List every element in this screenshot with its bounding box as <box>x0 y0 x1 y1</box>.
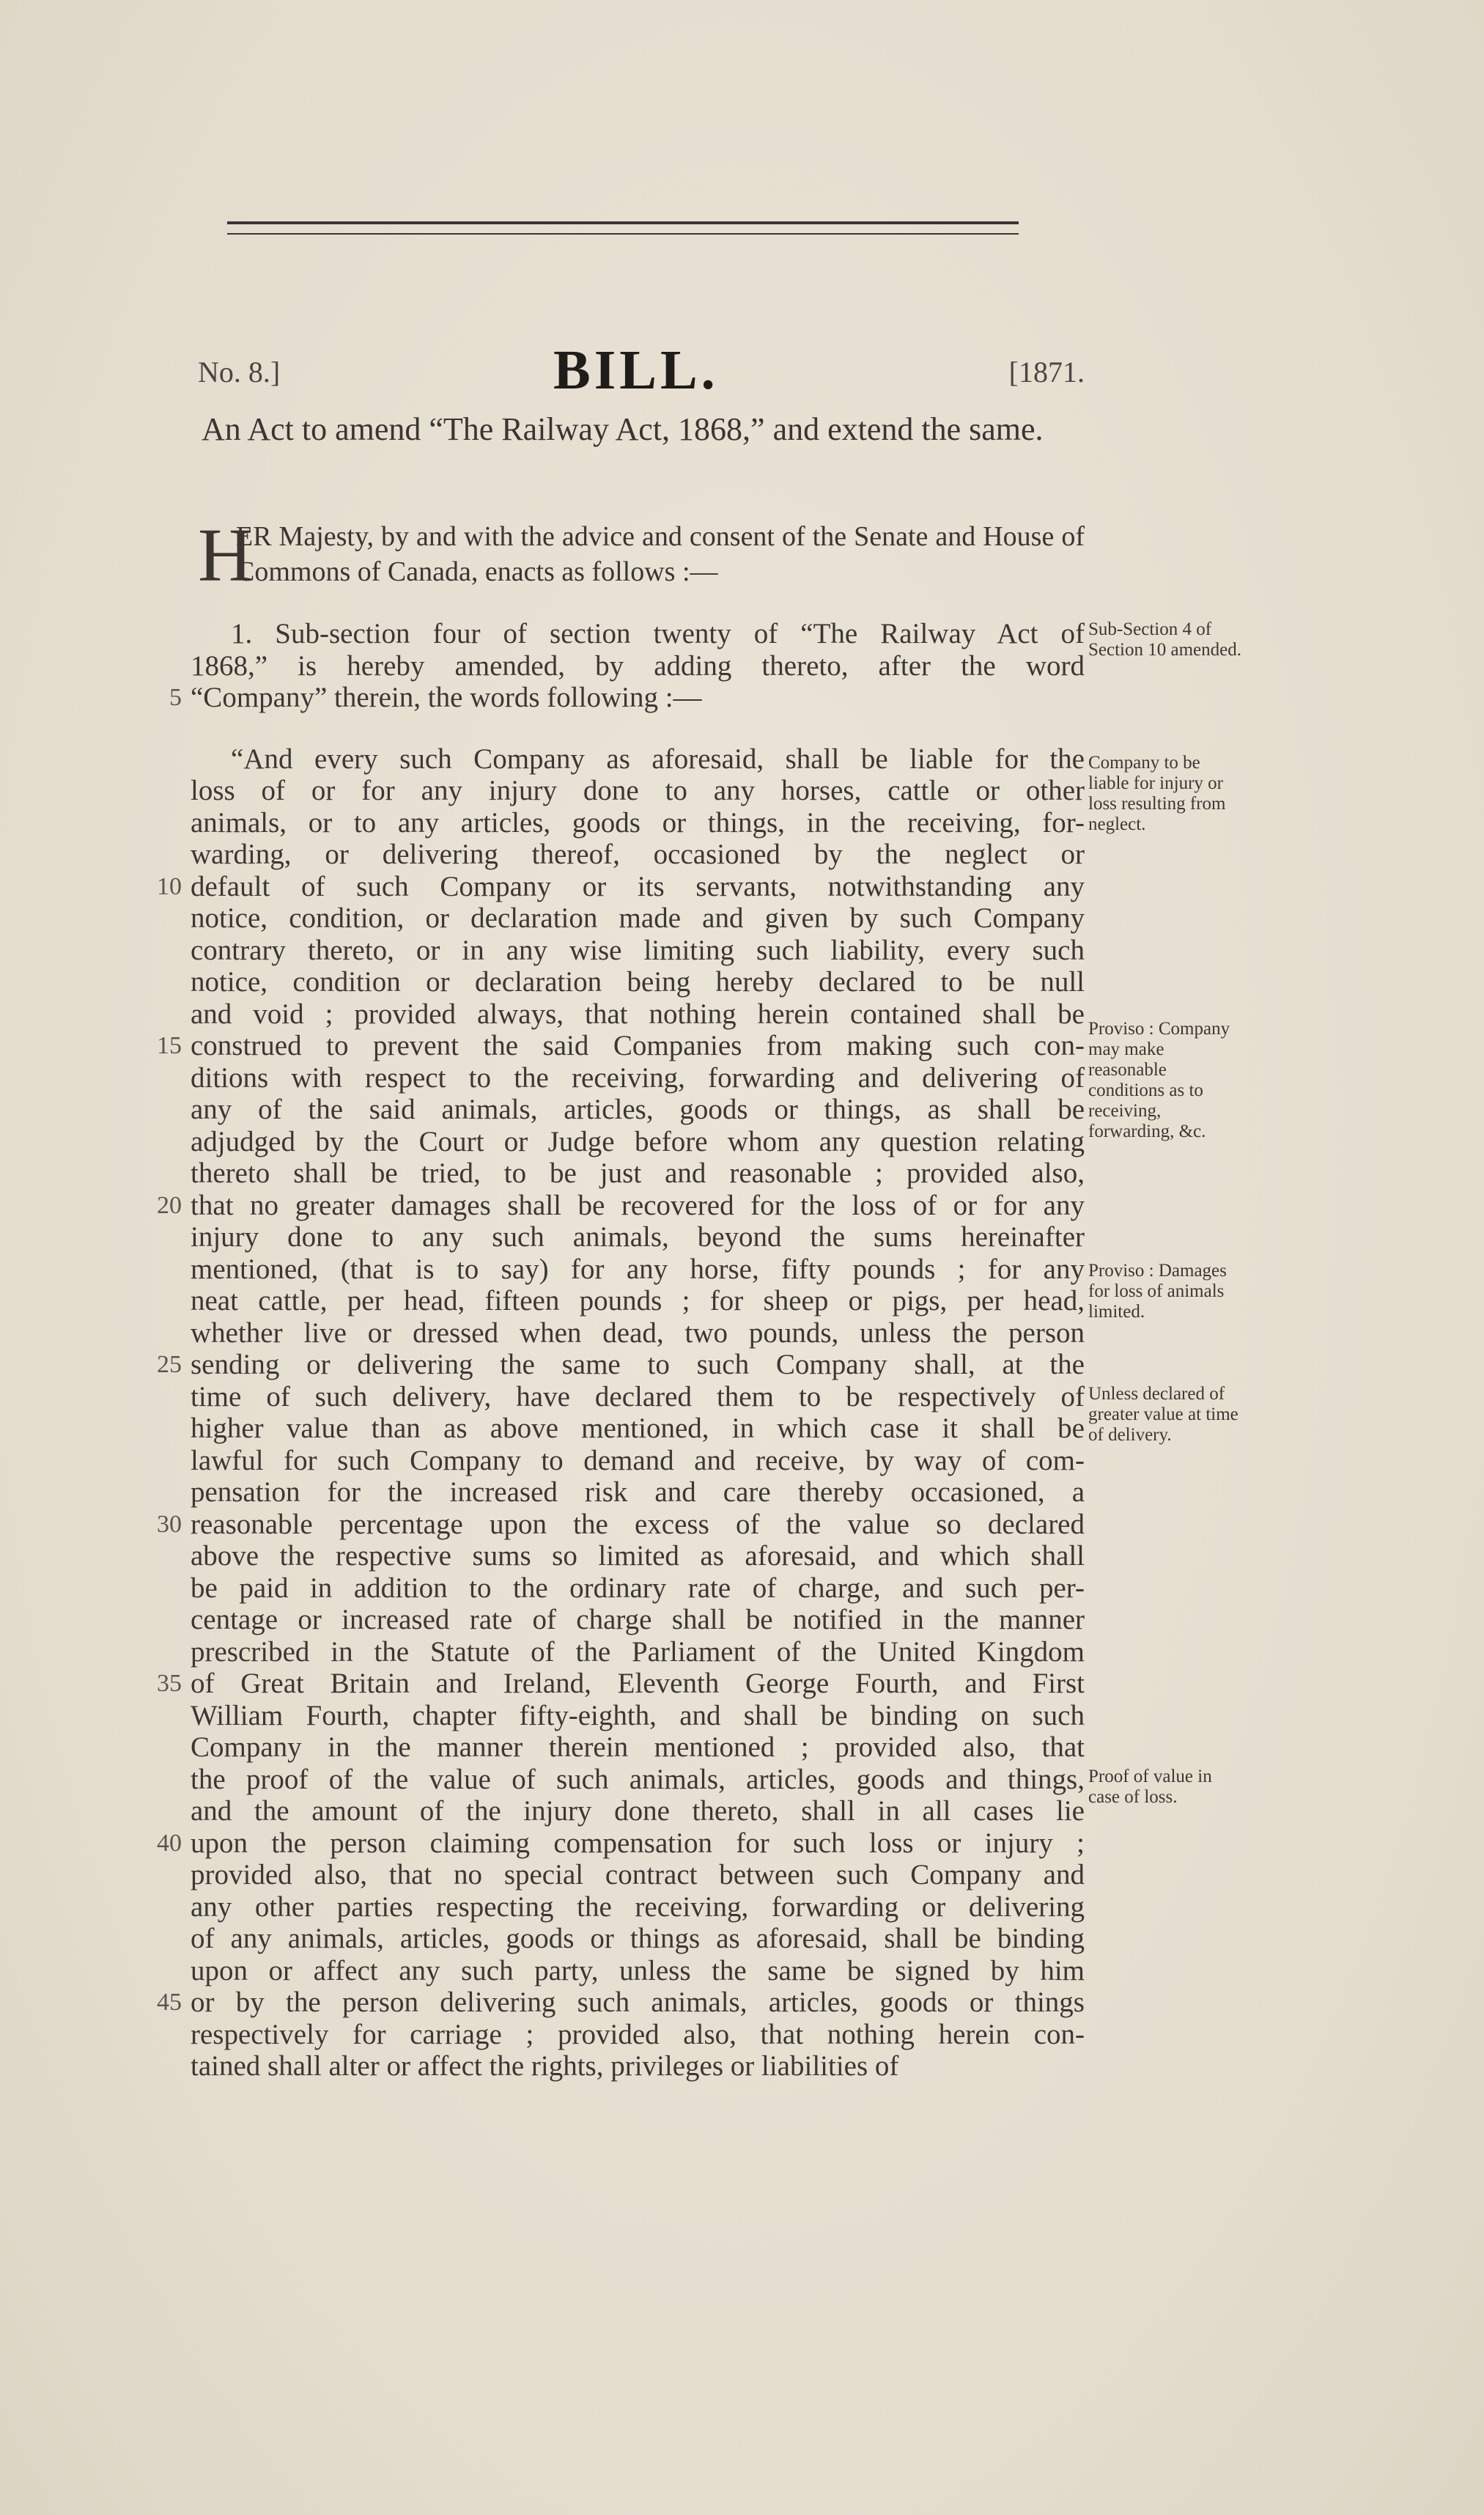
body-line-text: contrary thereto, or in any wise limiting such liability, every such <box>191 934 1085 966</box>
body-line-text: “Company” therein, the words following :— <box>191 682 702 713</box>
body-line-text: and void ; provided always, that nothing herein contained shall be <box>191 998 1085 1030</box>
bill-body <box>157 618 1085 2083</box>
body-line <box>191 1381 1085 1413</box>
body-line-text: injury done to any such animals, beyond the sums hereinafter <box>191 1221 1085 1253</box>
body-line <box>191 902 1085 935</box>
body-line-text: thereto shall be tried, to be just and reasonable ; provided also, <box>191 1157 1085 1189</box>
bill-title: BILL. <box>553 339 719 401</box>
bill-header <box>198 339 1085 401</box>
header-rule-bottom <box>227 233 1019 235</box>
body-line-text: of Great Britain and Ireland, Eleventh George Fourth, and First <box>191 1668 1085 1699</box>
body-line-text: warding, or delivering thereof, occasioned by the neglect or <box>191 839 1085 870</box>
body-line-text: lawful for such Company to demand and receive, by way of com- <box>191 1444 1085 1476</box>
body-line <box>191 1062 1085 1094</box>
body-line <box>191 1764 1085 1796</box>
body-line <box>191 1413 1085 1445</box>
body-line-text: centage or increased rate of charge shall be notified in the manner <box>191 1604 1085 1635</box>
line-number: 35 <box>157 1670 182 1697</box>
body-line-text: and the amount of the injury done thereto, shall in all cases lie <box>191 1795 1085 1827</box>
body-line <box>191 1126 1085 1158</box>
line-number: 25 <box>157 1351 182 1378</box>
body-line-text: neat cattle, per head, fifteen pounds ; for sheep or pigs, per head, <box>191 1285 1085 1317</box>
body-line-text: time of such delivery, have declared them to be respectively of <box>191 1380 1085 1413</box>
body-line-text: the proof of the value of such animals, articles, goods and things, <box>191 1763 1085 1795</box>
body-line <box>191 1221 1085 1253</box>
body-line-text: pensation for the increased risk and care thereby occasioned, a <box>191 1476 1085 1508</box>
body-line <box>191 1157 1085 1190</box>
body-line <box>157 1030 1085 1062</box>
body-line <box>191 1253 1085 1286</box>
body-line-text: sending or delivering the same to such Company shall, at the <box>191 1349 1085 1380</box>
preamble-text: ER Majesty, by and with the advice and consent of the Senate and House of Commons of Canada, enacts as follows :— <box>236 521 1085 587</box>
bill-year: [1871. <box>1008 356 1085 389</box>
body-line-text: adjudged by the Court or Judge before whom any question relating <box>191 1125 1085 1157</box>
body-line <box>191 2050 1085 2083</box>
body-line <box>191 1955 1085 1987</box>
body-line-text: reasonable percentage upon the excess of the value so declared <box>191 1508 1085 1540</box>
body-line-text: whether live or dressed when dead, two pounds, unless the person <box>191 1317 1085 1349</box>
body-line-text: of any animals, articles, goods or things as aforesaid, shall be binding <box>191 1923 1085 1954</box>
act-title: An Act to amend “The Railway Act, 1868,” and extend the same. <box>202 411 1044 447</box>
body-line <box>157 1827 1085 1860</box>
margin-note-proviso-conditions: Proviso : Company may make reasonable conditions as to receiving, forwarding, &c. <box>1088 1019 1230 1141</box>
body-line <box>157 1189 1085 1222</box>
body-line <box>191 618 1085 650</box>
body-line <box>191 1859 1085 1891</box>
line-number: 10 <box>157 872 182 900</box>
body-line-text: respectively for carriage ; provided also, that nothing herein con- <box>191 2018 1085 2050</box>
body-line-text: upon or affect any such party, unless the same be signed by him <box>191 1954 1085 1986</box>
body-line-text: ditions with respect to the receiving, forwarding and delivering of <box>191 1061 1085 1094</box>
body-line <box>191 839 1085 871</box>
body-line-text: any other parties respecting the receiving, forwarding or delivering <box>191 1890 1085 1923</box>
body-line-text: or by the person delivering such animals, articles, goods or things <box>191 1986 1085 2018</box>
body-line <box>191 1094 1085 1126</box>
body-line-text: upon the person claiming compensation for such loss or injury ; <box>191 1827 1085 1859</box>
body-line <box>191 1636 1085 1668</box>
body-line <box>191 1604 1085 1636</box>
body-line <box>191 1540 1085 1572</box>
body-line-text: notice, condition, or declaration made and given by such Company <box>191 902 1085 934</box>
line-number: 45 <box>157 1989 182 2016</box>
body-line <box>191 2019 1085 2051</box>
bill-number: No. 8.] <box>198 356 281 389</box>
body-line <box>191 966 1085 998</box>
body-line <box>191 775 1085 807</box>
body-line <box>157 1508 1085 1541</box>
preamble-drop-cap: H <box>198 513 254 597</box>
body-line-text: any of the said animals, articles, goods or things, as shall be <box>191 1094 1085 1125</box>
body-line-text: construed to prevent the said Companies from making such con- <box>191 1030 1085 1061</box>
body-line <box>191 1317 1085 1349</box>
body-line-text: 1. Sub-section four of section twenty of “The Railway Act of <box>231 618 1085 649</box>
body-line <box>157 1986 1085 2019</box>
body-line-text: animals, or to any articles, goods or things, in the receiving, for- <box>191 806 1085 839</box>
body-line <box>191 1731 1085 1764</box>
body-line <box>157 1349 1085 1381</box>
margin-note-declared-value: Unless declared of greater value at time of delivery. <box>1088 1384 1238 1445</box>
margin-note-proviso-damages: Proviso : Damages for loss of animals limited. <box>1088 1261 1227 1322</box>
line-number: 5 <box>169 684 182 711</box>
body-line <box>191 1700 1085 1732</box>
body-line-text: 1868,” is hereby amended, by adding thereto, after the word <box>191 649 1085 682</box>
body-line-text: tained shall alter or affect the rights, privileges or liabilities of <box>191 2050 899 2082</box>
body-line-text: provided also, that no special contract between such Company and <box>191 1859 1085 1890</box>
line-number: 20 <box>157 1191 182 1219</box>
margin-note-company-liable: Company to be liable for injury or loss resulting from neglect. <box>1088 753 1226 834</box>
body-line-text: William Fourth, chapter fifty-eighth, and shall be binding on such <box>191 1699 1085 1731</box>
margin-note-subsection-amended: Sub-Section 4 of Section 10 amended. <box>1088 619 1241 660</box>
body-line-text: prescribed in the Statute of the Parliament of the United Kingdom <box>191 1635 1085 1668</box>
line-number: 40 <box>157 1829 182 1857</box>
preamble <box>198 513 1085 597</box>
body-line <box>191 743 1085 776</box>
body-line <box>191 998 1085 1031</box>
body-line <box>191 1572 1085 1605</box>
body-line <box>157 870 1085 903</box>
body-line <box>191 1795 1085 1827</box>
body-line-text: loss of or for any injury done to any horses, cattle or other <box>191 775 1085 806</box>
body-line <box>169 682 1085 714</box>
line-number: 15 <box>157 1032 182 1059</box>
body-line <box>191 935 1085 967</box>
body-line-text: Company in the manner therein mentioned ; provided also, that <box>191 1731 1085 1763</box>
body-line <box>191 1476 1085 1509</box>
body-line-text: notice, condition or declaration being hereby declared to be null <box>191 966 1085 998</box>
body-line-text: higher value than as above mentioned, in which case it shall be <box>191 1413 1085 1444</box>
header-rule-top <box>227 221 1019 224</box>
body-line <box>157 1668 1085 1700</box>
body-line-text: be paid in addition to the ordinary rate of charge, and such per- <box>191 1572 1085 1604</box>
body-line <box>191 1923 1085 1955</box>
body-line <box>191 1891 1085 1923</box>
body-line-text: “And every such Company as aforesaid, shall be liable for the <box>231 743 1085 775</box>
body-line <box>191 1445 1085 1477</box>
body-line-text: default of such Company or its servants, notwithstanding any <box>191 870 1085 902</box>
body-line <box>191 807 1085 839</box>
body-line <box>191 1285 1085 1317</box>
body-line-text: mentioned, (that is to say) for any horse, fifty pounds ; for any <box>191 1253 1085 1285</box>
line-number: 30 <box>157 1510 182 1538</box>
margin-note-proof-of-value: Proof of value in case of loss. <box>1088 1767 1212 1807</box>
body-line <box>191 650 1085 682</box>
body-line-text: above the respective sums so limited as aforesaid, and which shall <box>191 1540 1085 1572</box>
body-line-text: that no greater damages shall be recovered for the loss of or for any <box>191 1189 1085 1221</box>
